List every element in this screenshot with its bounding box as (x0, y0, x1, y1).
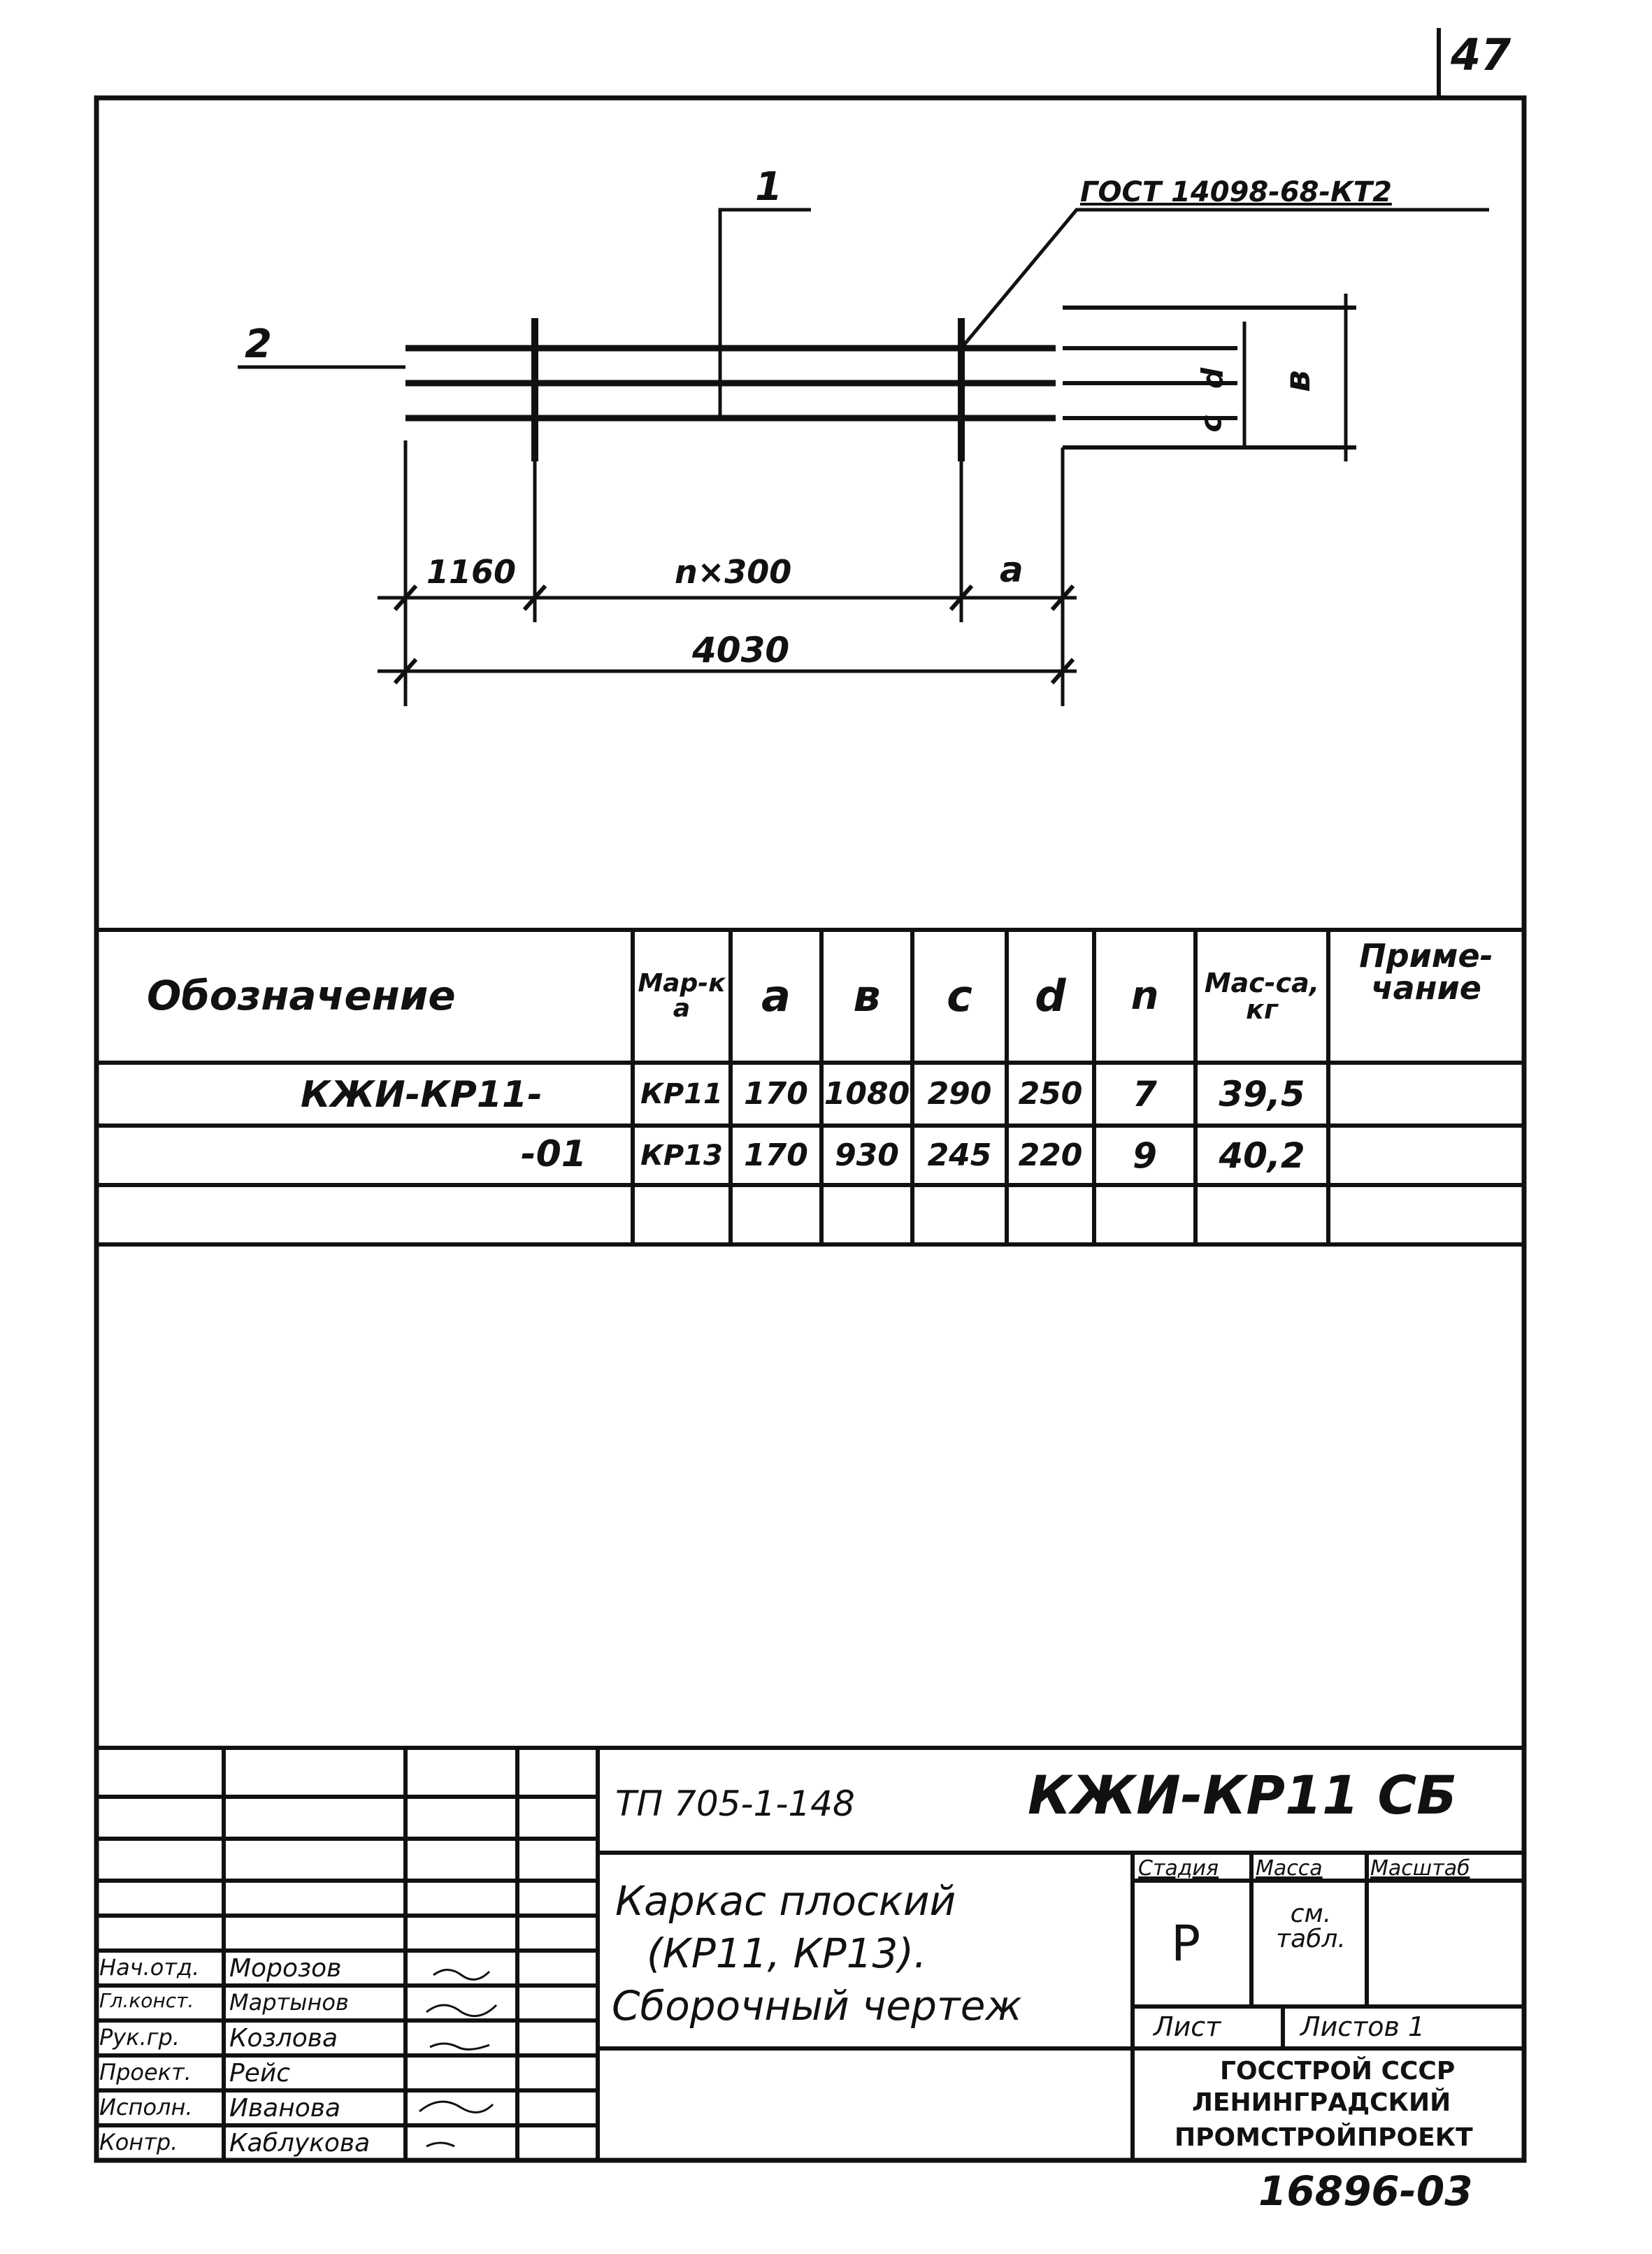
title-line-1: Каркас плоский (615, 1877, 956, 1925)
signature-name: Иванова (229, 2094, 341, 2123)
row-1-a: 170 (744, 1076, 808, 1112)
row-1-designation: КЖИ-КР11- (301, 1074, 543, 1116)
row-2-mass: 40,2 (1219, 1135, 1305, 1176)
mass-value: см. табл. (1276, 1900, 1346, 1953)
header-n: n (1130, 973, 1159, 1019)
sheet-label: Лист (1154, 2011, 1221, 2042)
archive-number: 16896-03 (1258, 2167, 1473, 2215)
sheets-label: Листов 1 (1300, 2011, 1425, 2042)
signature-name: Мартынов (229, 1989, 349, 2016)
header-marka: Мар-ка (638, 969, 726, 1023)
leader-position-1 (720, 210, 811, 418)
dim-total-label: 4030 (692, 630, 790, 670)
leader-gost (961, 210, 1489, 348)
signature-role: Проект. (99, 2059, 192, 2086)
header-d: d (1035, 970, 1066, 1021)
dim-left-label: 1160 (426, 553, 517, 591)
signature-name: Морозов (229, 1954, 342, 1983)
header-designation: Обозначение (147, 972, 456, 1019)
header-c: c (947, 970, 972, 1021)
position-1-label: 1 (755, 164, 782, 210)
org-line-2: ЛЕНИНГРАДСКИЙ (1192, 2088, 1451, 2117)
signature-role: Контр. (99, 2129, 178, 2155)
title-line-2: (КР11, КР13). (647, 1930, 927, 1977)
dim-right-label: a (1000, 550, 1023, 590)
dim-d-label: d (1195, 367, 1230, 389)
row-2-b: 930 (835, 1137, 899, 1173)
row-2-c: 245 (927, 1137, 992, 1173)
dim-b-label: в (1277, 370, 1318, 392)
row-1-n: 7 (1133, 1074, 1157, 1114)
header-b: в (853, 970, 881, 1021)
row-2-a: 170 (744, 1137, 808, 1173)
dim-c-label: c (1193, 415, 1228, 433)
org-line-1: ГОССТРОЙ СССР (1220, 2057, 1456, 2086)
row-1-mass: 39,5 (1219, 1074, 1305, 1114)
header-note: Приме-чание (1359, 937, 1493, 1007)
signature-name: Каблукова (229, 2129, 371, 2158)
signature-role: Гл.конст. (99, 1989, 194, 2012)
header-a: a (761, 970, 791, 1021)
scale-label: Масштаб (1370, 1856, 1470, 1881)
position-2-label: 2 (245, 322, 272, 367)
row-1-c: 290 (927, 1076, 992, 1112)
row-1-b: 1080 (824, 1076, 910, 1112)
sheet-number: 47 (1451, 29, 1511, 80)
signature-role: Рук.гр. (99, 2024, 180, 2051)
row-1-marka: КР11 (640, 1078, 723, 1110)
signature-role: Исполн. (99, 2094, 193, 2120)
title-line-3: Сборочный чертеж (612, 1982, 1022, 2030)
signature-marks (419, 1970, 496, 2147)
signature-role: Нач.отд. (99, 1954, 200, 1981)
org-line-3: ПРОМСТРОЙПРОЕКТ (1175, 2123, 1473, 2152)
row-2-designation: -01 (521, 1133, 587, 1175)
dim-middle-label: n×300 (675, 553, 792, 591)
row-2-marka: КР13 (640, 1139, 723, 1172)
row-2-n: 9 (1133, 1135, 1157, 1176)
stage-value: Р (1171, 1915, 1201, 1972)
row-1-d: 250 (1018, 1076, 1083, 1112)
signature-name: Козлова (229, 2024, 338, 2053)
signature-name: Рейс (229, 2059, 291, 2088)
row-2-d: 220 (1018, 1137, 1083, 1173)
drawing-code: КЖИ-КР11 СБ (1028, 1764, 1458, 1826)
gost-label: ГОСТ 14098-68-КТ2 (1080, 176, 1392, 208)
stage-label: Стадия (1138, 1856, 1219, 1881)
project-number: ТП 705-1-148 (615, 1783, 855, 1824)
header-mass: Мас-са, кг (1204, 968, 1320, 1025)
mass-label: Масса (1256, 1856, 1323, 1881)
